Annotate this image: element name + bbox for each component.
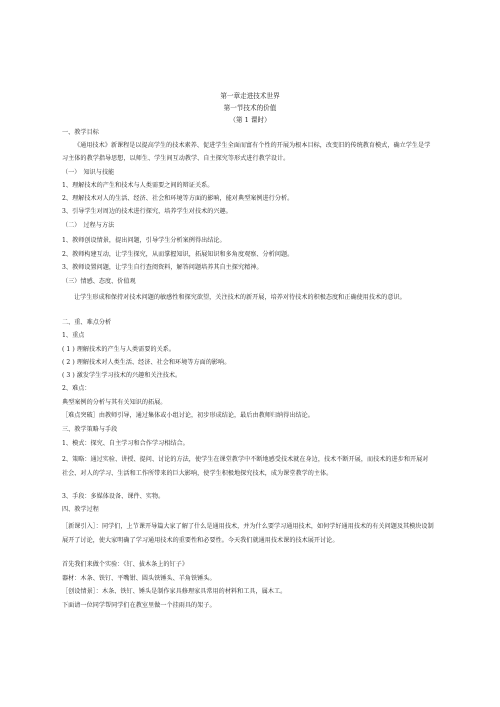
- list-item: 1、模式：探究、自主学习和合作学习相结合。: [62, 440, 189, 447]
- list-item: ( 2 ) 理解技术对人类生活、经济、社会和环境等方面的影响。: [62, 359, 231, 366]
- closing-line: 下面请一位同学帮同学们在教室里做一个挂雨具的架子。: [62, 602, 216, 609]
- materials-line: 器材：木条、铁钉、平嘴钳、圆头铁锤头、羊角铁锤头。: [62, 575, 216, 582]
- heading-strategy: 三、教学策略与手段: [62, 426, 118, 433]
- difficulty-breakthrough: ［难点突破］由教师引导，通过集体或小组讨论，初步形成结论，最后由教师归纳得出结论。: [62, 412, 314, 419]
- list-item: 2、理解技术对人的生活、经济、社会和环境等方面的影响，能对典型案例进行分析。: [62, 195, 294, 202]
- list-item: 3、手段：多媒体设备、课件、实物。: [62, 493, 165, 500]
- list-item: 3、教师设置问题，让学生自行查阅资料，解答问题培养其自主探究精神。: [62, 264, 263, 271]
- difficulty-label: 2、难点：: [62, 385, 91, 392]
- goals-intro-paragraph: 《通用技术》新课程是以提高学生的技术素养、促进学生全面而富有个性的开展为根本目标，改变旧的传统教育模式，确立学生是学习主体的教学指导思想，以师生、学生间互动教学、自主探究等形式进行教学设计。: [62, 142, 431, 162]
- chapter-title: 第一章走进技术世界: [220, 92, 280, 100]
- list-item: 1、教师创设情景，提出问题，引导学生分析案例得出结论。: [62, 237, 226, 244]
- scene-line: ［创设情景］：木条、铁钉、锤头是制作家具修理家具常用的材料和工具，属木工。: [62, 588, 287, 595]
- heading-teaching-goals: 一、教学目标: [62, 129, 99, 136]
- list-item: 3、引导学生对周边的技术进行探究，培养学生对技术的兴趣。: [62, 208, 232, 215]
- list-item: 2、策略：通过实验、讲授、提问、讨论的方法，使学生在课堂教学中不断地感受技术就在身边，技术不断开展，而技术的进步和开展对社会、对人的学习、生活和工作所带来的巨大影响，使学生积极地探究技术，成为课堂教学的主体。: [62, 456, 429, 477]
- list-item: 1、理解技术的产生和技术与人类需要之间的辩证关系。: [62, 182, 214, 189]
- list-item: ( 3 ) 激发学生学习技术的兴趣和关注技术。: [62, 372, 182, 379]
- new-lesson-intro: ［新课引入］：同学们，上节课开导篇大家了解了什么是通用技术，并为什么要学习通用技术，如何学好通用技术的有关问题及其模块设制展开了讨论，使大家明确了学习通用技术的重要性和必要性。今天我们就通用技术课的技术展开讨论。: [62, 523, 434, 544]
- section-title: 第一节技术的价值: [223, 104, 277, 112]
- lesson-period: （第 1 课时）: [229, 116, 271, 124]
- difficulty-text: 典型案例的分析与其有关知识的拓展。: [62, 399, 167, 406]
- subheading-process-methods: （二） 过程与方法: [62, 222, 115, 229]
- experiment-line: 首先我们来做个实验：《钉、拔木条上的钉子》: [62, 561, 188, 568]
- key-points-label: 1、重点: [62, 332, 85, 339]
- list-item: ( 1 ) 理解技术的产生与人类需要的关系。: [62, 346, 176, 353]
- heading-key-points: 二、重、难点分析: [62, 319, 112, 326]
- subheading-values: （三）情感、态度、价值观: [62, 278, 136, 285]
- subheading-knowledge-skills: （一） 知识与技能: [62, 169, 115, 176]
- list-item: 2、教师构建互动，让学生探究，从而掌握知识，拓展知识和多角度观察、分析问题。: [62, 251, 294, 258]
- heading-teaching-process: 四、教学过程: [62, 506, 99, 513]
- values-paragraph: 让学生形成和保持对技术问题的敏感性和探究欲望，关注技术的新开展，培养对待技术的积极态度和正确使用技术的意识。: [74, 294, 406, 301]
